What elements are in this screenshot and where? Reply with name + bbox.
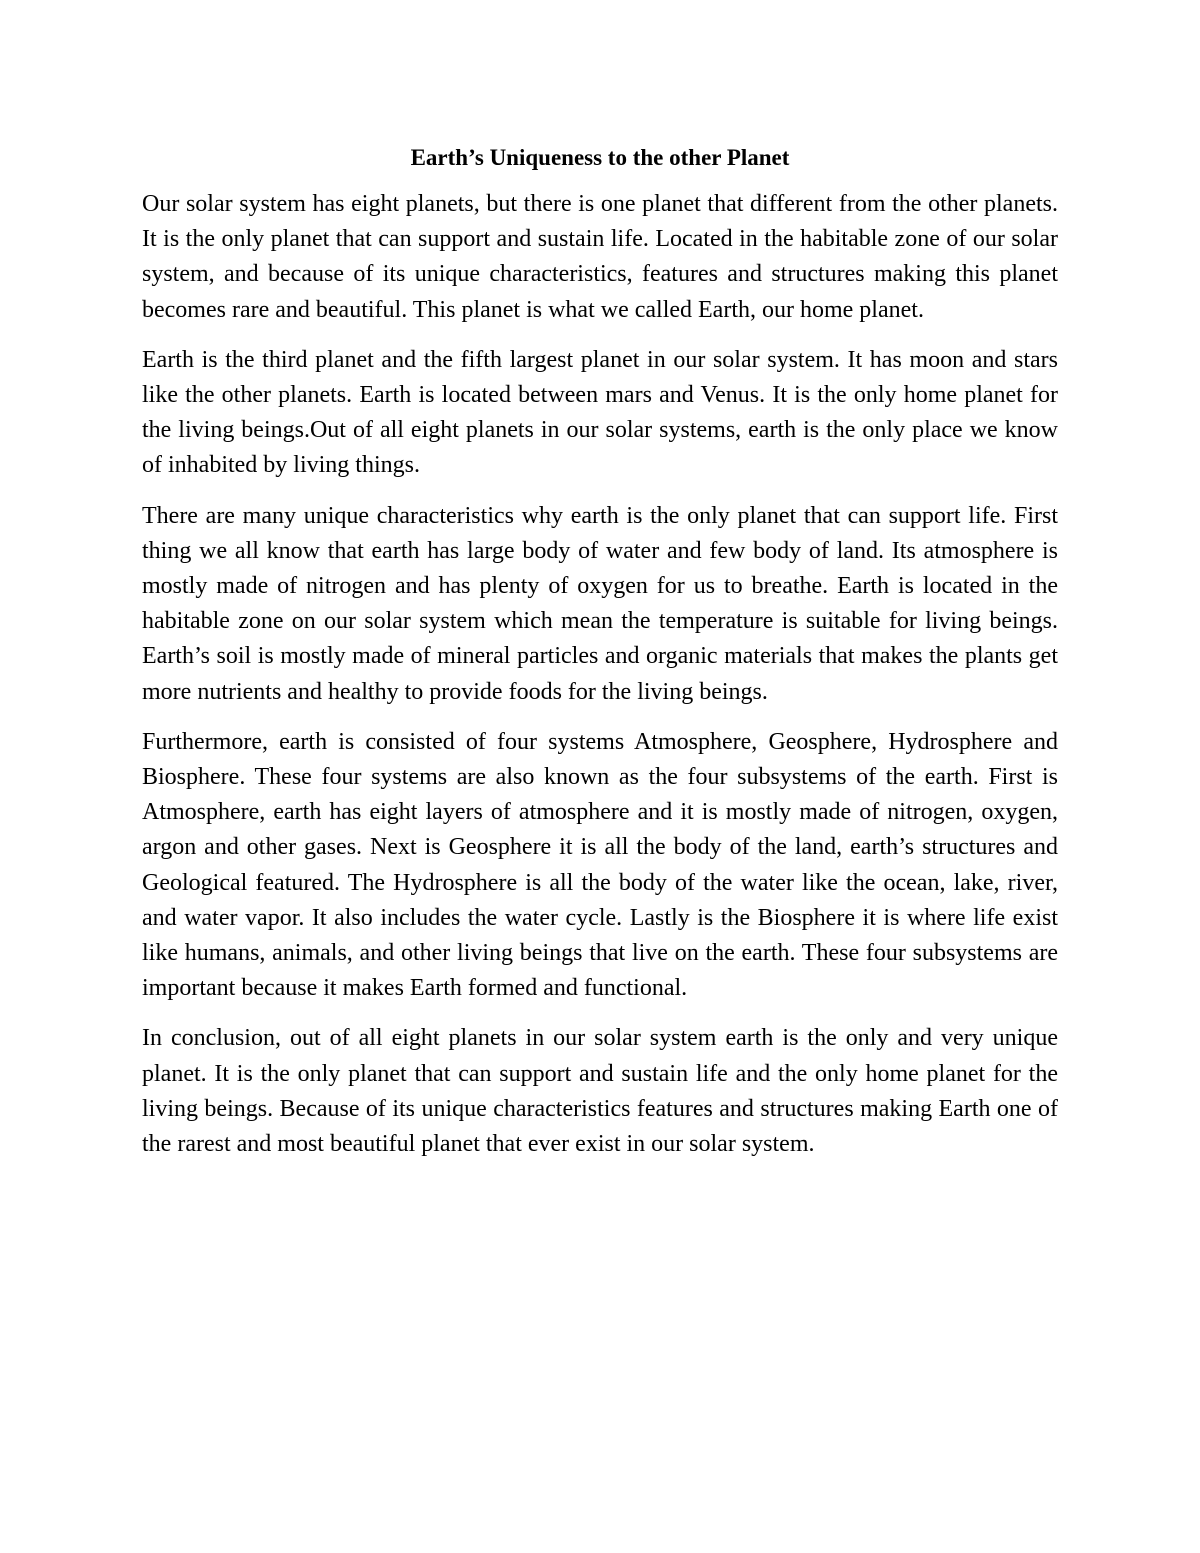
document-title: Earth’s Uniqueness to the other Planet xyxy=(410,145,790,170)
paragraph-characteristics: There are many unique characteristics why earth is the only planet that can support life. First thing we all know that earth has large body of water and few body of land. Its atmosphere is mostly made of nitrogen and has plenty of oxygen for us to breathe. Earth is located in the habitable zone on our solar system which mean the temperature is suitable for living beings. Earth’s soil is mostly made of mineral particles and organic materials that makes the plants get more nutrients and healthy to provide foods for the living beings. xyxy=(142,502,1058,705)
document-body xyxy=(142,140,1058,1177)
paragraph-four-systems: Furthermore, earth is consisted of four systems Atmosphere, Geosphere, Hydrosphere and Biosphere. These four systems are also known as the four subsystems of the earth. First is Atmosphere, earth has eight layers of atmosphere and it is mostly made of nitrogen, oxygen, argon and other gases. Next is Geosphere it is all the body of the land, earth’s structures and Geological featured. The Hydrosphere is all the body of the water like the ocean, lake, river, and water vapor. It also includes the water cycle. Lastly is the Biosphere it is where life exist like humans, animals, and other living beings that live on the earth. These four subsystems are important because it makes Earth formed and functional. xyxy=(142,728,1058,1002)
paragraph-third-planet: Earth is the third planet and the fifth largest planet in our solar system. It has moon and stars like the other planets. Earth is located between mars and Venus. It is the only home planet for the living beings.Out of all eight planets in our solar systems, earth is the only place we know of inhabited by living things. xyxy=(142,346,1058,479)
paragraph-conclusion: In conclusion, out of all eight planets in our solar system earth is the only and very unique planet. It is the only planet that can support and sustain life and the only home planet for the living beings. Because of its unique characteristics features and structures making Earth one of the rarest and most beautiful planet that ever exist in our solar system. xyxy=(142,1025,1058,1158)
paragraph-intro: Our solar system has eight planets, but there is one planet that different from the other planets. It is the only planet that can support and sustain life. Located in the habitable zone of our solar system, and because of its unique characteristics, features and structures making this planet becomes rare and beautiful. This planet is what we called Earth, our home planet. xyxy=(142,191,1058,323)
